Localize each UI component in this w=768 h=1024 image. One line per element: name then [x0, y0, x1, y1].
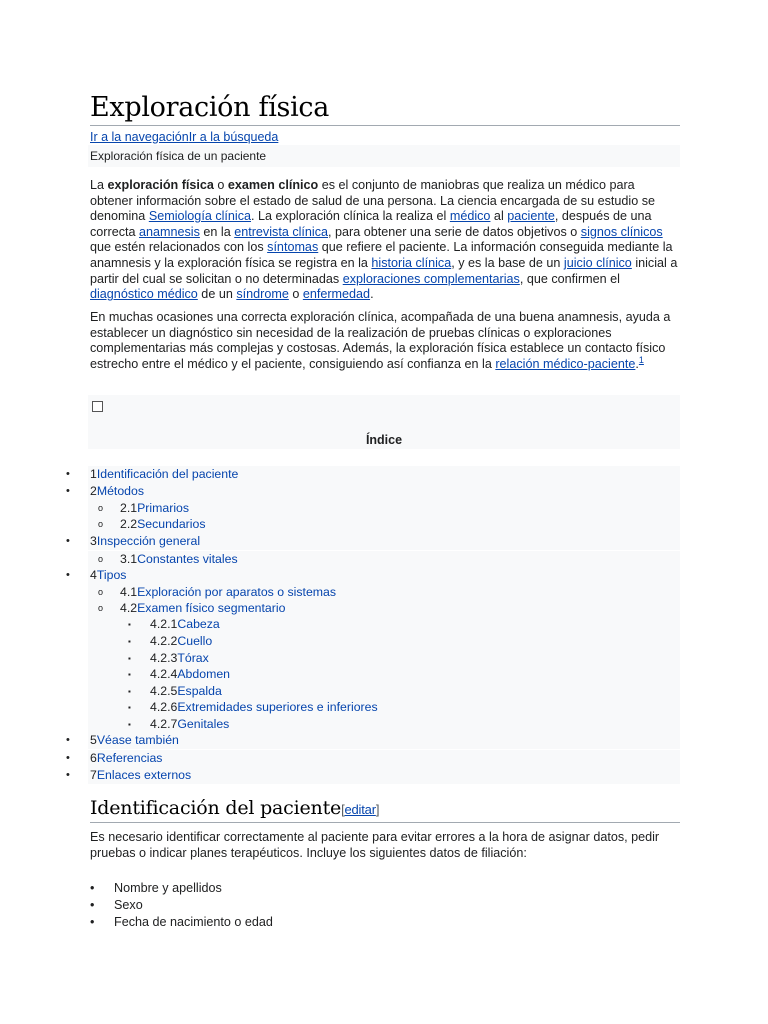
toc-bullet-icon: ▪	[128, 670, 131, 679]
section-heading: Identificación del paciente[editar]	[90, 797, 380, 819]
link-historia-clinica[interactable]: historia clínica	[371, 255, 452, 270]
toc-number: 2.1	[120, 501, 138, 515]
toc-bullet-icon: •	[66, 468, 70, 480]
toc-link[interactable]: Examen físico segmentario	[137, 601, 286, 615]
toc-bullet-icon: o	[98, 554, 104, 564]
toc-item	[55, 483, 680, 500]
toc-number: 4.2.2	[150, 634, 178, 648]
list-item: • Fecha de nacimiento o edad	[90, 915, 273, 929]
toc-number: 4.2.4	[150, 667, 178, 681]
list-item: • Nombre y apellidos	[90, 881, 222, 895]
toc-bullet-icon: ▪	[128, 620, 131, 629]
jump-to-navigation-link[interactable]: Ir a la navegación	[90, 130, 189, 144]
toc-link[interactable]: Identificación del paciente	[96, 467, 239, 481]
toc-link[interactable]: Extremidades superiores e inferiores	[177, 700, 378, 714]
toc-bullet-icon: o	[98, 587, 104, 597]
page-title: Exploración física	[90, 92, 330, 123]
link-juicio-clinico[interactable]: juicio clínico	[563, 255, 632, 270]
section-divider	[90, 822, 680, 823]
title-divider	[90, 125, 680, 126]
toc-link[interactable]: Constantes vitales	[137, 552, 238, 566]
toc-item	[55, 616, 680, 633]
toc-link[interactable]: Métodos	[96, 484, 145, 498]
toc-link[interactable]: Secundarios	[137, 517, 206, 531]
toc-bullet-icon: •	[66, 485, 70, 497]
link-relacion-medico-paciente[interactable]: relación médico-paciente	[495, 356, 636, 371]
toc-number: 2.2	[120, 517, 138, 531]
edit-section-link[interactable]: editar	[344, 802, 376, 817]
toc-item	[55, 666, 680, 683]
filiation-list	[90, 880, 273, 931]
toc-number: 6	[90, 751, 97, 765]
toc-bullet-icon: •	[66, 569, 70, 581]
toc-number: 4.2.3	[150, 651, 178, 665]
toc-row-background	[88, 483, 680, 500]
toc-row-background	[88, 750, 680, 767]
toc-link[interactable]: Enlaces externos	[96, 768, 192, 782]
toc-item	[55, 466, 680, 483]
link-anamnesis[interactable]: anamnesis	[139, 224, 200, 239]
toc-bullet-icon: o	[98, 503, 104, 513]
toc-number: 3.1	[120, 552, 138, 566]
toc-number: 2	[90, 484, 97, 498]
toc-link[interactable]: Tipos	[96, 568, 127, 582]
toc-number: 1	[90, 467, 97, 481]
toc-item	[55, 516, 680, 533]
toc-number: 3	[90, 534, 97, 548]
toc-bullet-icon: •	[66, 769, 70, 781]
toc-number: 7	[90, 768, 97, 782]
toc-link[interactable]: Genitales	[177, 717, 230, 731]
toc-bullet-icon: ▪	[128, 720, 131, 729]
toc-bullet-icon: ▪	[128, 654, 131, 663]
toc-item	[55, 716, 680, 733]
link-entrevista-clinica[interactable]: entrevista clínica	[234, 224, 329, 239]
link-sindrome[interactable]: síndrome	[236, 287, 289, 302]
toc-item	[55, 650, 680, 667]
toc-number: 4.2.1	[150, 617, 178, 631]
link-sintomas[interactable]: síntomas	[267, 240, 319, 255]
toc-number: 4.2.5	[150, 684, 178, 698]
toc-link[interactable]: Espalda	[177, 684, 222, 698]
toc-link[interactable]: Cabeza	[177, 617, 220, 631]
edit-section-link-wrapper: [editar]	[341, 802, 380, 817]
link-medico[interactable]: médico	[449, 209, 491, 224]
link-signos-clinicos[interactable]: signos clínicos	[580, 224, 663, 239]
toc-number: 4	[90, 568, 97, 582]
image-caption: Exploración física de un paciente	[88, 145, 680, 167]
toc-bullet-icon: •	[66, 535, 70, 547]
toc-item	[55, 567, 680, 584]
toc-bullet-icon: •	[66, 734, 70, 746]
toc-number: 4.1	[120, 585, 138, 599]
toc-item	[55, 633, 680, 650]
toc-bullet-icon: ▪	[128, 687, 131, 696]
link-enfermedad[interactable]: enfermedad	[302, 287, 371, 302]
toc-item	[55, 600, 680, 617]
toc-item	[55, 683, 680, 700]
toc-item	[55, 750, 680, 767]
link-exploraciones-complementarias[interactable]: exploraciones complementarias	[342, 271, 520, 286]
link-paciente[interactable]: paciente	[507, 209, 555, 224]
toc-item	[55, 500, 680, 517]
intro-paragraph: La exploración física o examen clínico es el conjunto de maniobras que realiza un médico para obtener información sobre el estado de salud de una persona. La ciencia encargada de su estudio se denomina Semiología clínica. La exploración clínica la realiza el médico al paciente, después de una correcta anamnesis en la entrevista clínica, para obtener una serie de datos objetivos o signos clínicos que estén relacionados con los síntomas que refiere el paciente. La información conseguida mediante la anamnesis y la exploración física se registra en la historia clínica, y es la base de un juicio clínico inicial a partir del cual se solicitan o no determinadas exploraciones complementarias, que confirmen el diagnóstico médico de un síndrome o enfermedad.	[90, 178, 678, 302]
list-item: • Sexo	[90, 898, 143, 912]
bullet-icon: •	[90, 881, 95, 895]
toc-link[interactable]: Tórax	[177, 651, 209, 665]
toc-bullet-icon: ▪	[128, 703, 131, 712]
section-paragraph: Es necesario identificar correctamente al paciente para evitar errores a la hora de asignar datos, pedir pruebas o indicar planes terapéuticos. Incluye los siguientes datos de filiación:	[90, 830, 660, 860]
toc-bullet-icon: o	[98, 519, 104, 529]
toc-link[interactable]: Primarios	[137, 501, 190, 515]
jump-links	[90, 130, 278, 144]
toc-item	[55, 584, 680, 601]
toc-title: Índice	[365, 433, 403, 447]
toc-number: 4.2.7	[150, 717, 178, 731]
toc-item	[55, 699, 680, 716]
bullet-icon: •	[90, 898, 95, 912]
toc-number: 4.2	[120, 601, 138, 615]
toc-item	[55, 551, 680, 568]
toc-link[interactable]: Abdomen	[177, 667, 230, 681]
toc-number: 5	[90, 733, 97, 747]
toc-number: 4.2.6	[150, 700, 178, 714]
link-semiologia-clinica[interactable]: Semiología clínica	[148, 209, 252, 224]
toc-link[interactable]: Cuello	[177, 634, 213, 648]
toc-bullet-icon: ▪	[128, 637, 131, 646]
bullet-icon: •	[90, 915, 95, 929]
toc-link[interactable]: Véase también	[96, 733, 179, 747]
toc-item	[55, 767, 680, 784]
toc-row-background	[88, 567, 680, 584]
toc-link[interactable]: Exploración por aparatos o sistemas	[137, 585, 337, 599]
toc-toggle-checkbox[interactable]	[92, 401, 103, 412]
reference-link[interactable]: 1	[638, 354, 644, 365]
toc-item	[55, 533, 680, 550]
toc-item	[55, 732, 680, 749]
toc-link[interactable]: Inspección general	[96, 534, 201, 548]
toc-bullet-icon: •	[66, 752, 70, 764]
link-diagnostico-medico[interactable]: diagnóstico médico	[90, 287, 198, 302]
toc-link[interactable]: Referencias	[96, 751, 163, 765]
toc-bullet-icon: o	[98, 603, 104, 613]
second-paragraph: En muchas ocasiones una correcta exploración clínica, acompañada de una buena anamnesis, ayuda a establecer un diagnóstico sin necesidad de la realización de pruebas clínicas o exploraciones complementarias más complejas y costosas. Además, la exploración física establece un contacto físico estrecho entre el médico y el paciente, consiguiendo así confianza en la relación médico-paciente.$^1$	[90, 310, 671, 371]
jump-to-search-link[interactable]: Ir a la búsqueda	[188, 130, 279, 144]
